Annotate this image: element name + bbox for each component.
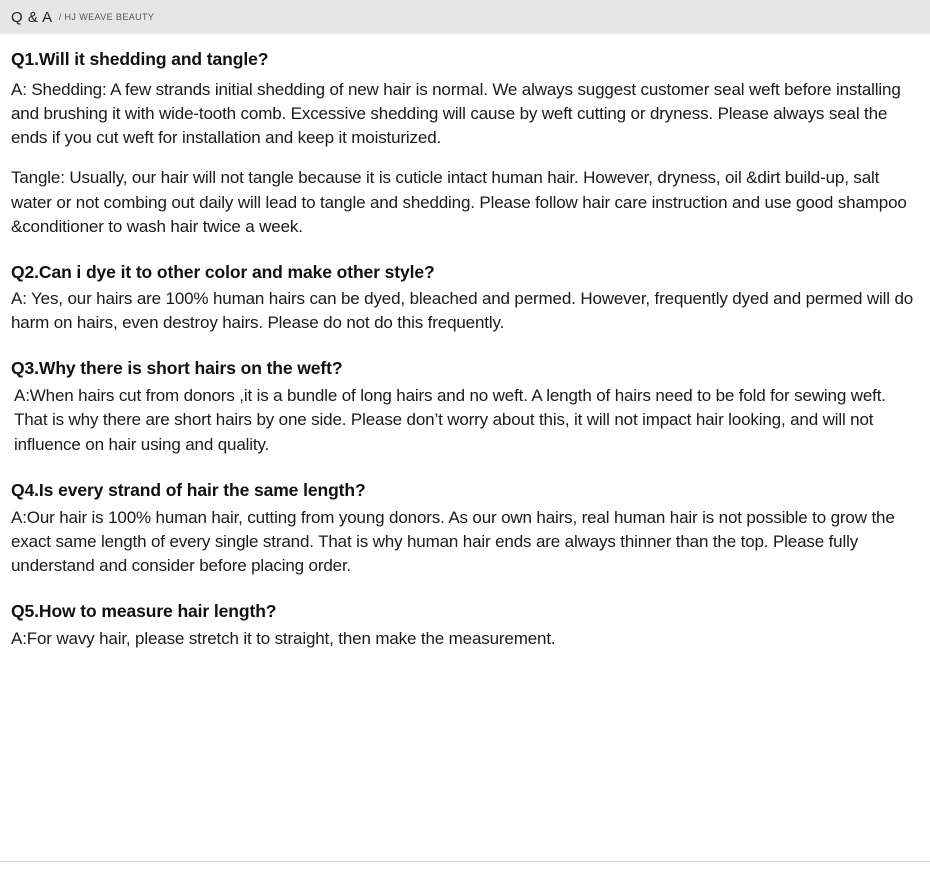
faq-question: Q1.Will it shedding and tangle? (11, 49, 269, 69)
section-title: Q & A (11, 8, 53, 26)
bottom-divider (0, 861, 930, 862)
faq-question: Q3.Why there is short hairs on the weft? (11, 358, 343, 379)
faq-answer-continued: Tangle: Usually, our hair will not tangle because it is cuticle intact human hair. However, dryness, oil &dirt build-up, salt water or not combing out daily will lead to tangle and shedding. Please follow hair care instruction and use good shampoo &conditioner to wash hair twice a week. (11, 168, 907, 236)
faq-answer: A:When hairs cut from donors ,it is a bundle of long hairs and no weft. A length of hairs need to be fold for sewing weft. That is why there are short hairs by one side. Please don’t worry about this, it will not impact hair looking, and will not influence on hair using and quality. (14, 386, 886, 454)
faq-list (0, 34, 930, 651)
faq-answer: A: Shedding: A few strands initial shedding of new hair is normal. We always suggest customer seal weft before installing and brushing it with wide-tooth comb. Excessive shedding will cause by weft cutting or dryness. Please always seal the ends if you cut weft for installation and keep it moisturized. (11, 80, 901, 148)
faq-answer: A:Our hair is 100% human hair, cutting from young donors. As our own hairs, real human hair is not possible to grow the exact same length of every single strand. That is why human hair ends are always thinner than the top. Please fully understand and consider before placing order. (11, 507, 895, 575)
brand-label: / HJ WEAVE BEAUTY (58, 12, 155, 22)
faq-question: Q2.Can i dye it to other color and make other style? (11, 261, 435, 282)
faq-question: Q5.How to measure hair length? (11, 601, 277, 622)
faq-item (11, 479, 918, 578)
faq-answer: A: Yes, our hairs are 100% human hairs can be dyed, bleached and permed. However, frequently dyed and permed will do harm on hairs, even destroy hairs. Please do not do this frequently. (11, 288, 914, 333)
faq-item (11, 600, 918, 651)
faq-item (11, 48, 918, 239)
faq-question: Q4.Is every strand of hair the same length? (11, 479, 366, 500)
faq-answer: A:For wavy hair, please stretch it to straight, then make the measurement. (11, 629, 556, 649)
faq-item (11, 357, 918, 456)
faq-item (11, 261, 918, 335)
section-header (0, 0, 930, 34)
